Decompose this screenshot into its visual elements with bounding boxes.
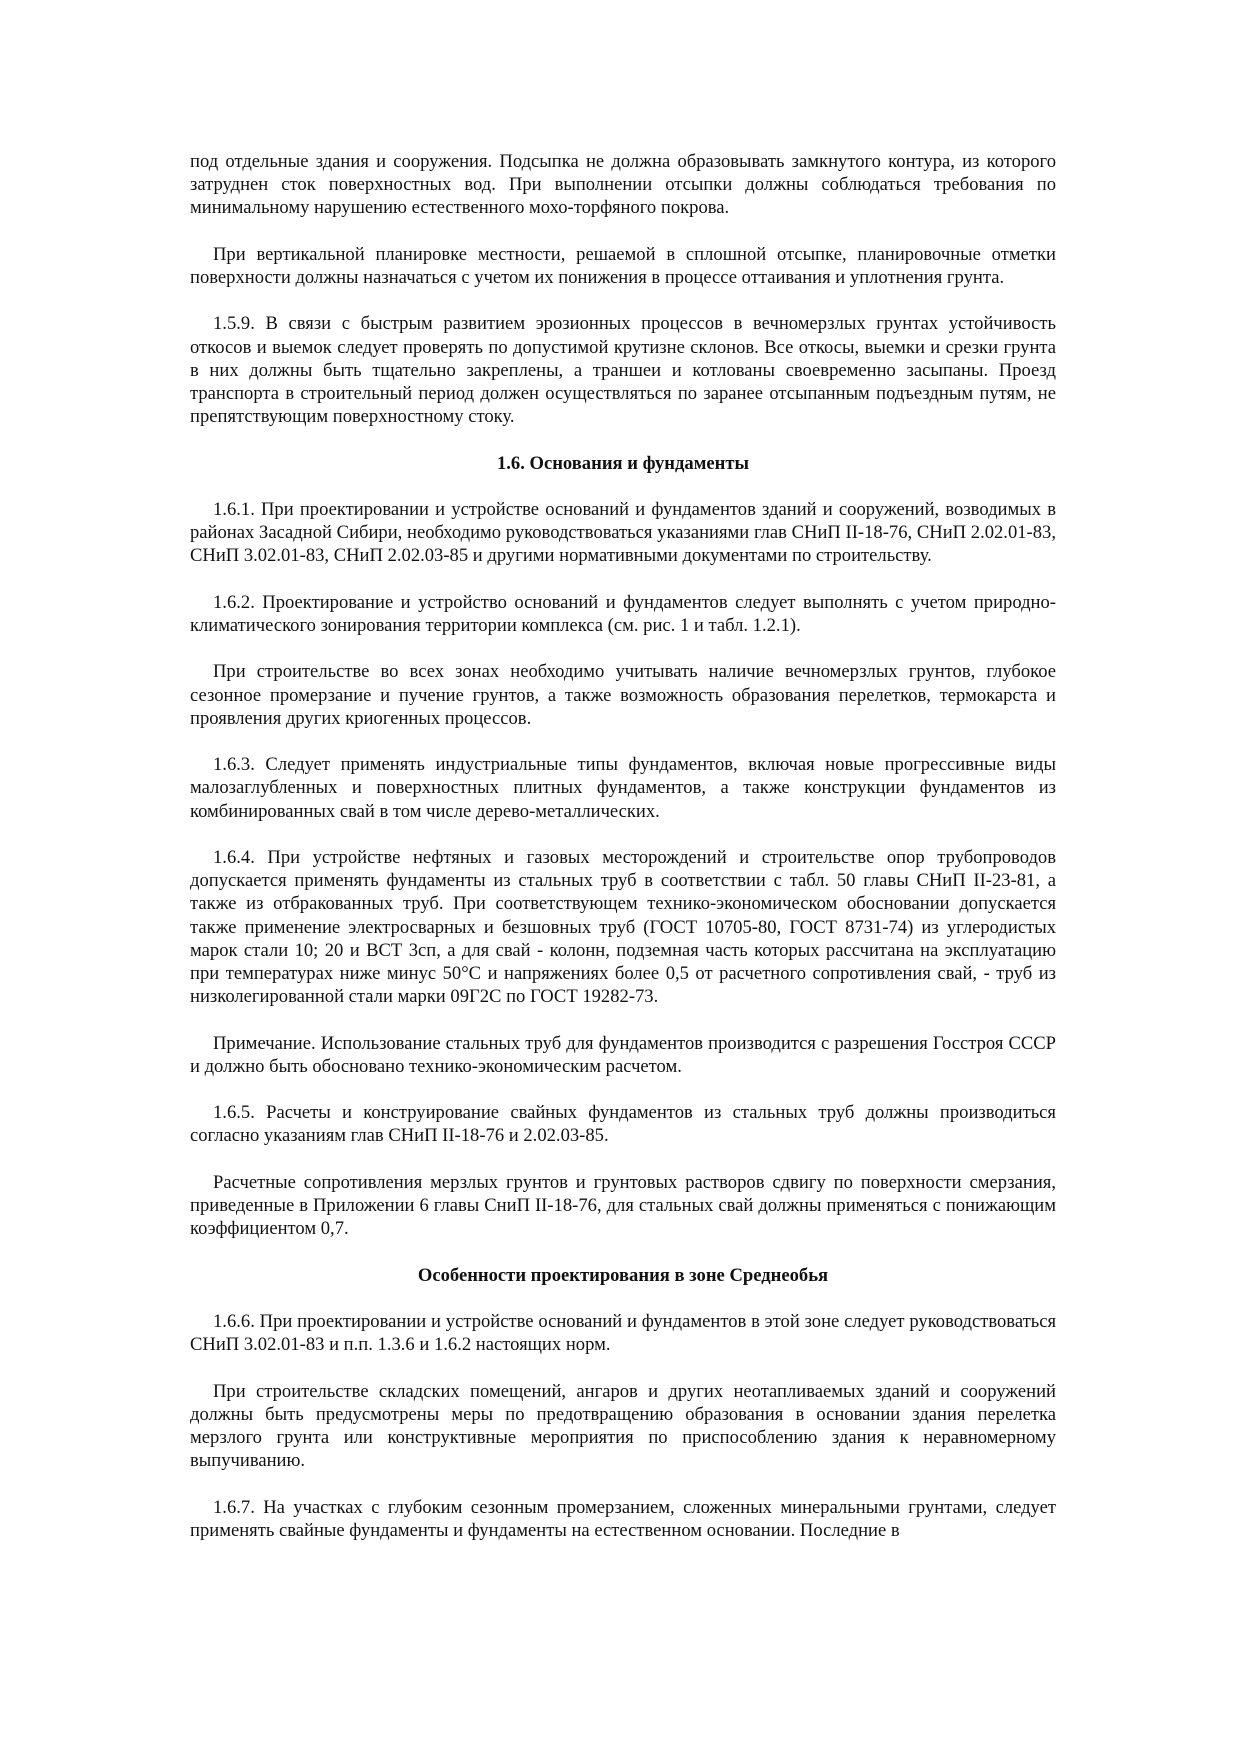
paragraph: под отдельные здания и сооружения. Подсыпка не должна образовывать замкнутого контура, из которого затруднен сток поверхностных вод. При выполнении отсыпки должны соблюдаться требования по минимальному нарушению естественного мохо-торфяного покрова. — [190, 151, 1056, 219]
paragraph: При строительстве складских помещений, ангаров и других неотапливаемых зданий и сооружений должны быть предусмотрены меры по предотвращению образования в основании здания перелетка мерзлого грунта или конструктивные мероприятия по приспособлению здания к неравномерному выпучиванию. — [190, 1380, 1056, 1472]
note-paragraph: Примечание. Использование стальных труб для фундаментов производится с разрешения Госстроя СССР и должно быть обосновано технико-экономическим расчетом. — [190, 1032, 1056, 1077]
document-page — [190, 150, 1056, 1565]
paragraph-1-5-9: 1.5.9. В связи с быстрым развитием эрозионных процессов в вечномерзлых грунтах устойчивость откосов и выемок следует проверять по допустимой крутизне склонов. Все откосы, выемки и срезки грунта в них должны быть тщательно закреплены, а траншеи и котлованы своевременно засыпаны. Проезд транспорта в строительный период должен осуществляться по заранее отсыпанным подъездным путям, не препятствующим поверхностному стоку. — [190, 313, 1056, 428]
section-heading-1-6: 1.6. Основания и фундаменты — [496, 452, 750, 474]
paragraph-1-6-5: 1.6.5. Расчеты и конструирование свайных фундаментов из стальных труб должны производиться согласно указаниям глав СНиП II-18-76 и 2.02.03-85. — [190, 1102, 1056, 1147]
paragraph-1-6-6: 1.6.6. При проектировании и устройстве оснований и фундаментов в этой зоне следует руководствоваться СНиП 3.02.01-83 и п.п. 1.3.6 и 1.6.2 настоящих норм. — [190, 1310, 1056, 1356]
section-heading-middle-ob: Особенности проектирования в зоне Среднеобья — [417, 1264, 829, 1286]
paragraph: При строительстве во всех зонах необходимо учитывать наличие вечномерзлых грунтов, глубокое сезонное промерзание и пучение грунтов, а также возможность образования перелетков, термокарста и проявления других криогенных процессов. — [190, 661, 1056, 729]
paragraph-1-6-3: 1.6.3. Следует применять индустриальные типы фундаментов, включая новые прогрессивные виды малозаглубленных и поверхностных плитных фундаментов, а также конструкции фундаментов из комбинированных свай в том числе дерево-металлических. — [190, 754, 1056, 822]
paragraph-1-6-2: 1.6.2. Проектирование и устройство оснований и фундаментов следует выполнять с учетом природно-климатического зонирования территории комплекса (см. рис. 1 и табл. 1.2.1). — [190, 591, 1056, 636]
paragraph-1-6-4: 1.6.4. При устройстве нефтяных и газовых месторождений и строительстве опор трубопроводов допускается применять фундаменты из стальных труб в соответствии с табл. 50 главы СНиП II-23-81, а также из отбракованных труб. При соответствующем технико-экономическом обосновании допускается также применение электросварных и безшовных труб (ГОСТ 10705-80, ГОСТ 8731-74) из углеродистых марок стали 10; 20 и ВСТ 3сп, а для свай - колонн, подземная часть которых рассчитана на эксплуатацию при температурах ниже минус 50°С и напряжениях более 0,5 от расчетного сопротивления свай, - труб из низколегированной стали марки 09Г2С по ГОСТ 19282-73. — [190, 846, 1056, 1008]
paragraph: При вертикальной планировке местности, решаемой в сплошной отсыпке, планировочные отметки поверхности должны назначаться с учетом их понижения в процессе оттаивания и уплотнения грунта. — [190, 243, 1056, 288]
paragraph: Расчетные сопротивления мерзлых грунтов и грунтовых растворов сдвигу по поверхности смерзания, приведенные в Приложении 6 главы СниП II-18-76, для стальных свай должны применяться с понижающим коэффициентом 0,7. — [190, 1171, 1056, 1240]
paragraph-1-6-1: 1.6.1. При проектировании и устройстве оснований и фундаментов зданий и сооружений, возводимых в районах Засадной Сибири, необходимо руководствоваться указаниями глав СНиП II-18-76, СНиП 2.02.01-83, СНиП 3.02.01-83, СНиП 2.02.03-85 и другими нормативными документами по строительству. — [190, 498, 1056, 567]
paragraph-1-6-7: 1.6.7. На участках с глубоким сезонным промерзанием, сложенных минеральными грунтами, следует применять свайные фундаменты и фундаменты на естественном основании. Последние в — [190, 1496, 1056, 1541]
